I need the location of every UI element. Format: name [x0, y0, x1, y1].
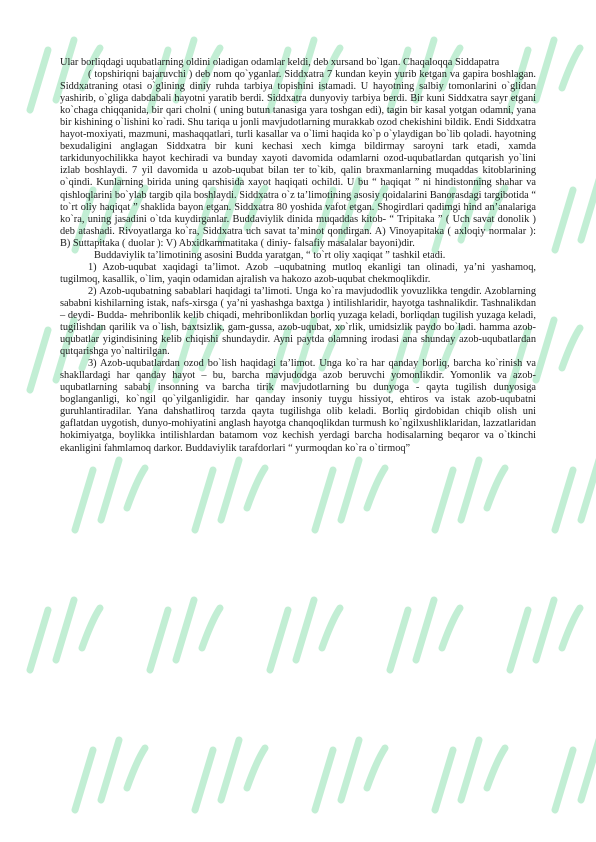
- paragraph-siddxatra-life: ( topshiriqni bajaruvchi ) deb nom qo`yganlar. Siddxatra 7 kundan keyin yurib ketgan va gapira boshlagan. Siddxatraning otasi o`glining diniy ruhda tarbiya topishini istamadi. U hayotning salbiy tomonlarini o`glidan yashirib, o`gliga dabdabali hayotni yaratib berdi. Siddxatra dunyoviy tarbiya berdi. Bir kuni Siddxatra sayr etgani ko`chaga chiqqanida, bir qari cholni ( uning butun tanasiga yara toshgan edi), tagin bir kasal yotgan odamni, yana bir kishining o`lishini ko`radi. Shu tariqa u jonli mavjudotlarning murakkab ozod chekishini bildik. Endi Siddxatra hayot-moxiyati, mazmuni, mashaqqatlari, turli kasallar va o`limi haqida ko`p o`ylaydigan bo`lib qoladi. hayotning bexudaligini anglagan Siddxatra bir kuni kechasi xech kimga bildirmay saroyni tark etadi, xamda tarkidunyochilikka hayot kechiradi va bunday xayoti davomida odamlarni ozod-uqubatlardan qutqarish yo`lini izlab boshlaydi. 7 yil davomida u azob-uqubat bilan ter to`kib, qalin braxmanlarning muqaddas kitoblarining o`qindi. Kunlarning birida uning qarshisida xayot haqiqati ochildi. U bu “ haqiqat ” ni hindistonning shahar va qishloqlarini bo`ylab targib qila boshlaydi. Siddxatra o`z ta’limotining asosiy qoidalarini Banorasdagi targibotida “ to`rt oliy haqiqat ” shaklida bayon etgan. Siddxatra 80 yoshida vafot etgan. Shogirdlari qadimgi hind an’analariga ko`ra, uning jasadini o`tda kuydirganlar. Buddaviylik dinida muqaddas kitob- “ Tripitaka ” ( Uch savat donolik ) deb atashadi. Rivoyatlarga ko`ra, Siddxatra uch savat ta’minot qondirgan. A) Vinoyapitaka ( axloqiy normalar ): B) Suttapitaka ( duolar ): V) Abxidkammatitaka ( diniy- falsafiy masalalar bayoni)dir.: [60, 69, 536, 249]
- paragraph-truth-1: 1) Azob-uqubat xaqidagi ta’limot. Azob –uqubatning mutloq ekanligi tan olinadi, ya’ni yashamoq, tugilmoq, kasallik, o`lim, yaqin odamidan ajralish va hakozo azob-uqubat chekmoqlikdir.: [60, 261, 536, 285]
- watermark-stroke: [510, 600, 580, 670]
- watermark-stroke: [195, 740, 265, 810]
- watermark-stroke: [390, 600, 460, 670]
- document-body: [60, 57, 536, 455]
- paragraph-four-truths-intro: Buddaviylik ta’limotining asosini Budda yaratgan, “ to`rt oliy xaqiqat ” tashkil etadi.: [94, 249, 446, 261]
- watermark-stroke: [30, 600, 100, 670]
- watermark-stroke: [435, 460, 505, 530]
- paragraph-truth-3: 3) Azob-uqubatlardan ozod bo`lish haqidagi ta’limot. Unga ko`ra har qanday borliq, barcha ko`rinish va shakllardagi har qanday hayot – bu, barcha mavjudodga azob beruvchi yomonlikdir. Yomonlik va azob-uqubatlarning sababi insonning va barcha tirik mavjudotlarning bu dunyoga - qayta tugilish dunyosiga boglanganligi, ko`ngil qo`yilganligidir. har qanday insoniy tuygu hissiyot, ehtiros va istak azob-uqubatni guruhlantiradilar. Yana dahshatliroq tarzda qayta tugilishga olib keladi. Borliq girdobidan chiqib olish uni gaflatdan uygotish, dunyo-mohiyatini anglash hayotga chanqoqlikdan turmush ko`ngilxushliklaridan, lazzatlaridan hokimiyatga, boylikka intilishlardan batamom voz kechish yerdagi barcha hodisalarning beqaror va o`tkinchi ekanligini fahmlamoq darkor. Buddaviylik tarafdorlari “ yurmoqdan ko`ra o`tirmoq”: [60, 358, 536, 454]
- watermark-stroke: [75, 740, 145, 810]
- watermark-stroke: [75, 460, 145, 530]
- watermark-stroke: [435, 740, 505, 810]
- watermark-stroke: [150, 600, 220, 670]
- watermark-stroke: [555, 460, 596, 530]
- watermark-stroke: [555, 180, 596, 250]
- watermark-stroke: [270, 600, 340, 670]
- watermark-stroke: [555, 740, 596, 810]
- watermark-stroke: [315, 460, 385, 530]
- paragraph-truth-2: 2) Azob-uqubatning sabablari haqidagi ta’limoti. Unga ko`ra mavjudodlik yovuzlikka tengdir. Azoblarning sababni kishilarning istak, nafs-xirsga ( ya’ni yashashga baxtga ) intilishlaridir, hayotga tashnalikdir. Tashnalikdan – deydi- Budda- mehribonlik kelib chiqadi, mehribonlikdan borliq yuzaga keladi, borliqdan tugilish yuzaga keladi, tugilishdan qarilik va o`lish, baxtsizlik, gam-gussa, azob-uqubat, xo`rlik, umidsizlik paydo bo`ladi. hamma azob-uqubatlar yigindisining kelib chiqishi shundaydir. Ayni paytda olamning irodasi ana shunday azob-uqubatlardan qutqarishga yo`naltirilgan.: [60, 285, 536, 358]
- watermark-stroke: [315, 740, 385, 810]
- watermark-stroke: [195, 460, 265, 530]
- paragraph-intro: Ular borliqdagi uqubatlarning oldini oladigan odamlar keldi, deb xursand bo`lgan. Chaqaloqqa Siddapatra: [60, 57, 500, 68]
